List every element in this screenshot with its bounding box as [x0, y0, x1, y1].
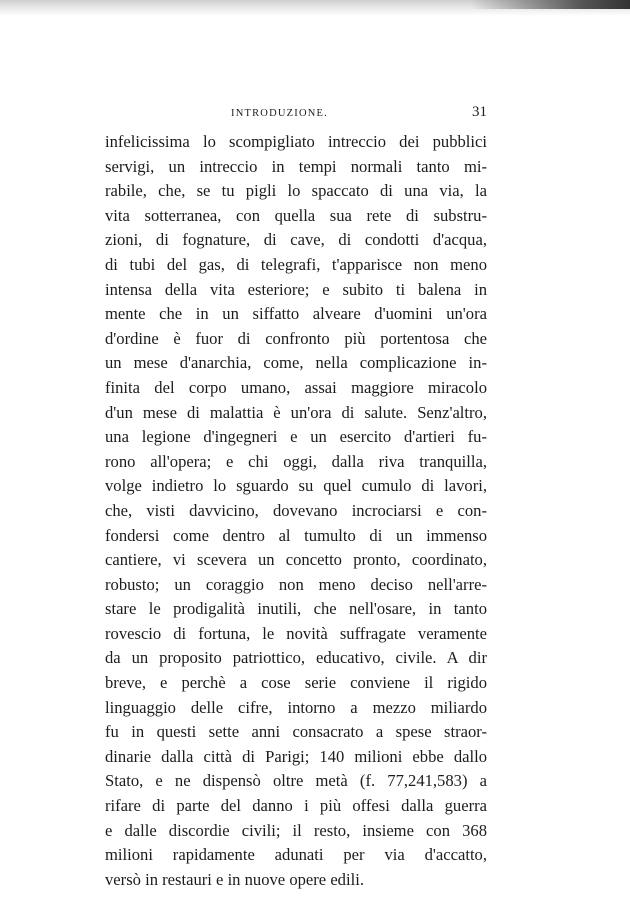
- text-line: dinarie dalla città di Parigi; 140 milioni ebbe dallo: [105, 746, 487, 766]
- page-number: 31: [472, 104, 487, 120]
- text-line: un mese d'anarchia, come, nella complicazione in-: [105, 353, 487, 373]
- text-line: cantiere, vi scevera un concetto pronto, coordinato,: [105, 550, 487, 570]
- text-line: d'ordine è fuor di confronto più portentosa che: [105, 328, 487, 348]
- text-line: fu in questi sette anni consacrato a spese straor-: [105, 722, 487, 742]
- text-line: Stato, e ne dispensò oltre metà (f. 77,241,583) a: [105, 771, 487, 791]
- text-line: vita sotterranea, con quella sua rete di substru-: [105, 205, 487, 225]
- text-line: e dalle discordie civili; il resto, insieme con 368: [105, 820, 487, 840]
- text-line: intensa della vita esteriore; e subito ti balena in: [105, 279, 487, 299]
- scan-top-edge-dark: [470, 0, 630, 9]
- text-line: robusto; un coraggio non meno deciso nell'arre-: [105, 574, 487, 594]
- text-line: che, visti davvicino, dovevano incrociarsi e con-: [105, 500, 487, 520]
- text-line: rifare di parte del danno i più offesi dalla guerra: [105, 796, 487, 816]
- text-line: rabile, che, se tu pigli lo spaccato di una via, la: [105, 181, 487, 201]
- book-page: [105, 100, 487, 892]
- text-line: milioni rapidamente adunati per via d'accatto,: [105, 845, 487, 865]
- text-line: stare le prodigalità inutili, che nell'osare, in tanto: [105, 599, 487, 619]
- text-line: linguaggio delle cifre, intorno a mezzo miliardo: [105, 697, 487, 717]
- text-line: fondersi come dentro al tumulto di un immenso: [105, 525, 487, 545]
- page-header: [105, 100, 487, 126]
- text-line: da un proposito patriottico, educativo, civile. A dir: [105, 648, 487, 668]
- text-line: rovescio di fortuna, le novità suffragate veramente: [105, 623, 487, 643]
- text-line: servigi, un intreccio in tempi normali tanto mi-: [105, 156, 487, 176]
- body-text: [105, 130, 487, 892]
- text-line: una legione d'ingegneri e un esercito d'artieri fu-: [105, 427, 487, 447]
- text-line: zioni, di fognature, di cave, di condotti d'acqua,: [105, 230, 487, 250]
- text-line: finita del corpo umano, assai maggiore miracolo: [105, 377, 487, 397]
- text-line: volge indietro lo sguardo su quel cumulo di lavori,: [105, 476, 487, 496]
- text-line: di tubi del gas, di telegrafi, t'apparisce non meno: [105, 254, 487, 274]
- text-line: mente che in un siffatto alveare d'uomini un'ora: [105, 304, 487, 324]
- text-line: versò in restauri e in nuove opere edili.: [105, 869, 364, 889]
- text-line: rono all'opera; e chi oggi, dalla riva tranquilla,: [105, 451, 487, 471]
- running-head: INTRODUZIONE.: [231, 108, 328, 119]
- text-line: d'un mese di malattia è un'ora di salute. Senz'altro,: [105, 402, 487, 422]
- text-line: infelicissima lo scompigliato intreccio dei pubblici: [105, 132, 487, 151]
- text-line: breve, e perchè a cose serie conviene il rigido: [105, 673, 487, 693]
